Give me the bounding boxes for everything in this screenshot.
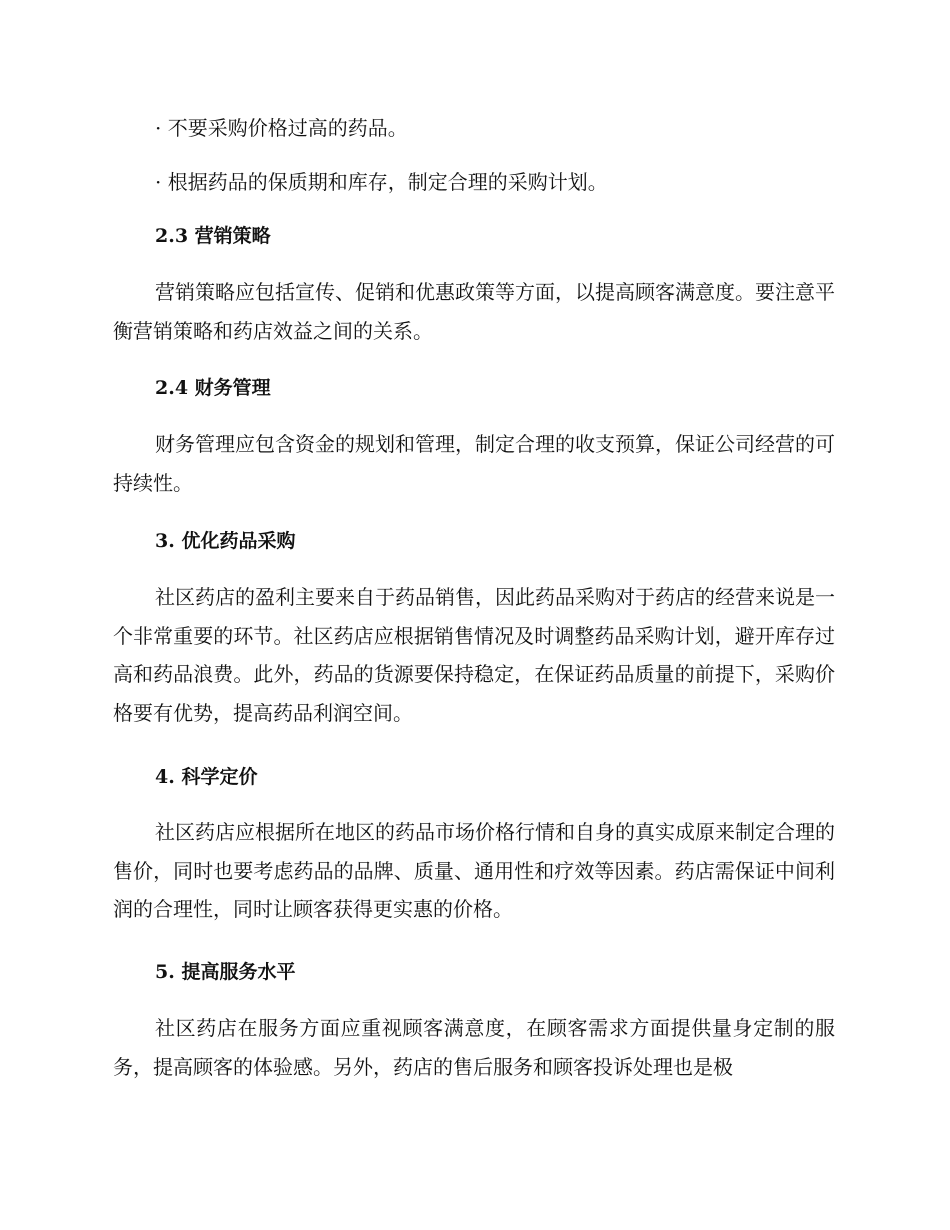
section-paragraph: 社区药店的盈利主要来自于药品销售，因此药品采购对于药店的经营来说是一个非常重要的环节。社区药店应根据销售情况及时调整药品采购计划，避开库存过高和药品浪费。此外，药品的货源要保持稳定，在保证药品质量的前提下，采购价格要有优势，提高药品利润空间。 bbox=[113, 585, 835, 725]
section-paragraph: 社区药店在服务方面应重视顾客满意度，在顾客需求方面提供量身定制的服务，提高顾客的体验感。另外，药店的售后服务和顾客投诉处理也是极 bbox=[113, 1016, 835, 1079]
section-paragraph: 财务管理应包含资金的规划和管理，制定合理的收支预算，保证公司经营的可持续性。 bbox=[113, 432, 835, 495]
section-heading: 2.3 营销策略 bbox=[155, 225, 271, 247]
section-paragraph: 营销策略应包括宣传、促销和优惠政策等方面，以提高顾客满意度。要注意平衡营销策略和药店效益之间的关系。 bbox=[113, 280, 835, 343]
section-heading: 4. 科学定价 bbox=[155, 766, 258, 788]
section-heading: 3. 优化药品采购 bbox=[155, 530, 296, 552]
bullet-item: · 根据药品的保质期和库存，制定合理的采购计划。 bbox=[155, 170, 608, 194]
section-heading: 2.4 财务管理 bbox=[155, 377, 271, 399]
section-paragraph: 社区药店应根据所在地区的药品市场价格行情和自身的真实成原来制定合理的售价，同时也要考虑药品的品牌、质量、通用性和疗效等因素。药店需保证中间利润的合理性，同时让顾客获得更实惠的价格。 bbox=[113, 820, 835, 921]
bullet-item: · 不要采购价格过高的药品。 bbox=[155, 116, 408, 140]
section-heading: 5. 提高服务水平 bbox=[155, 961, 296, 983]
